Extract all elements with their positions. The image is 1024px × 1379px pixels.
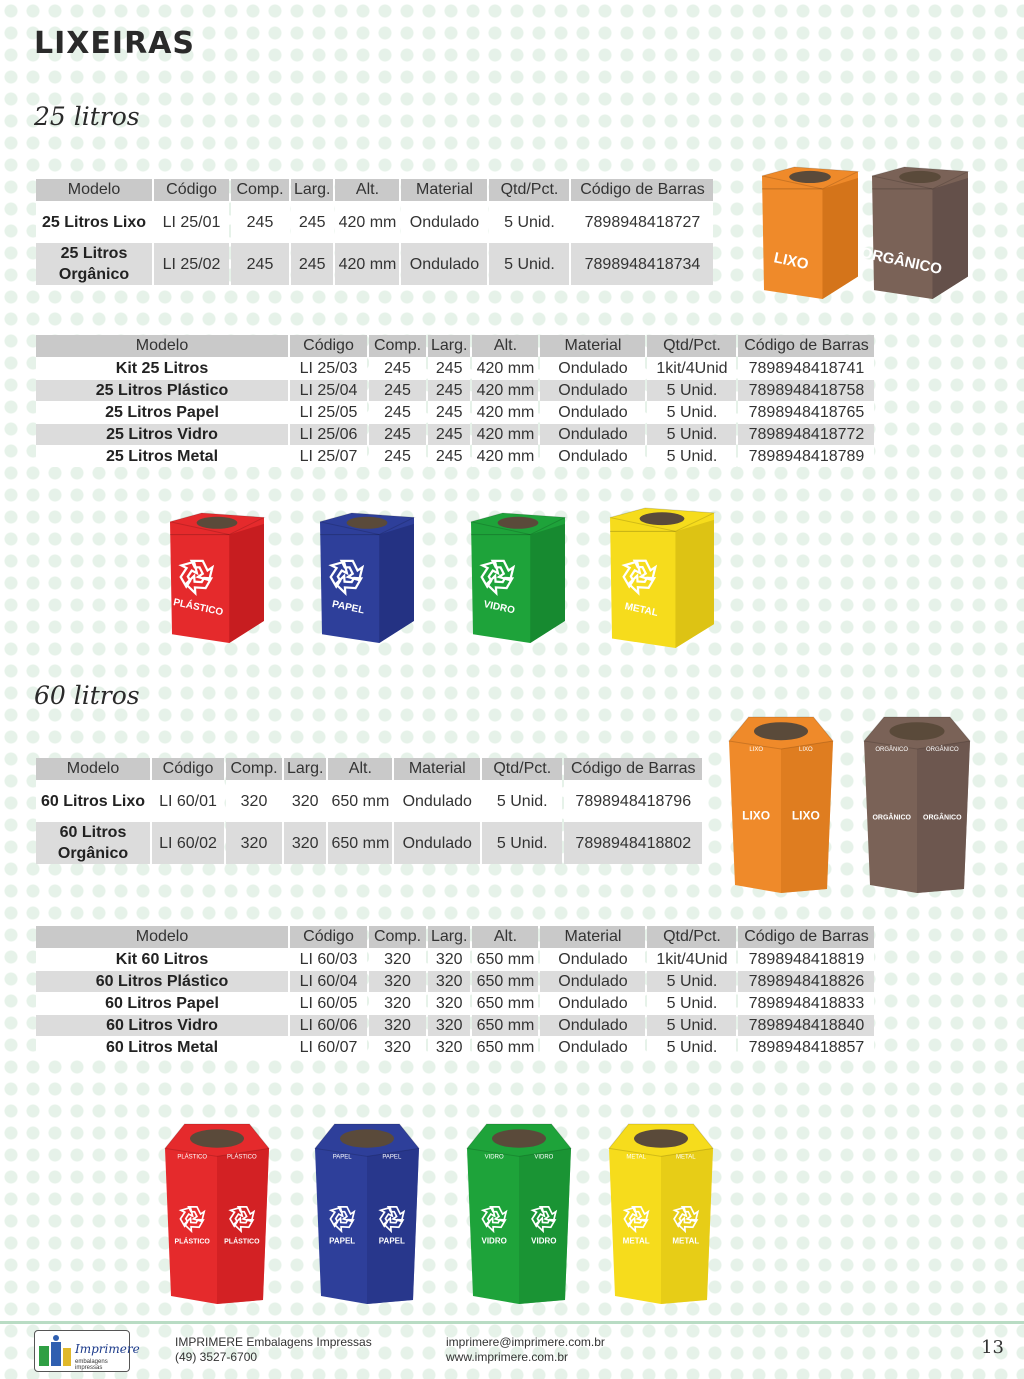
cell-modelo: 25 Litros Metal — [36, 445, 288, 467]
cell-barras: 7898948418727 — [571, 201, 713, 242]
table-header-row — [36, 179, 713, 201]
bin-papel-25-image — [316, 511, 418, 645]
cell-alt: 650 mm — [472, 970, 538, 992]
cell-alt: 420 mm — [472, 401, 538, 423]
svg-text:LIXO: LIXO — [791, 808, 820, 823]
cell-larg: 245 — [291, 201, 333, 242]
cell-comp: 320 — [369, 1014, 426, 1036]
cell-material: Ondulado — [540, 357, 645, 379]
cell-alt: 650 mm — [472, 948, 538, 970]
table-row — [36, 1036, 874, 1058]
svg-text:PLÁSTICO: PLÁSTICO — [174, 1238, 210, 1246]
svg-text:PAPEL: PAPEL — [382, 1154, 402, 1161]
svg-text:PAPEL: PAPEL — [331, 598, 366, 617]
cell-comp: 320 — [226, 821, 282, 864]
svg-text:VIDRO: VIDRO — [534, 1154, 554, 1161]
cell-larg: 320 — [284, 780, 326, 821]
table-row — [36, 1014, 874, 1036]
table-row — [36, 992, 874, 1014]
svg-text:LIXO: LIXO — [772, 249, 811, 274]
cell-barras: 7898948418826 — [738, 970, 874, 992]
svg-text:METAL: METAL — [623, 601, 659, 619]
cell-modelo: 60 Litros Metal — [36, 1036, 288, 1058]
spec-table-25-kit — [34, 335, 876, 467]
cell-codigo: LI 60/01 — [152, 780, 224, 821]
cell-modelo: 25 Litros Orgânico — [36, 242, 152, 285]
cell-alt: 650 mm — [328, 821, 392, 864]
col-qtd: Qtd/Pct. — [489, 179, 569, 201]
col-barras: Código de Barras — [738, 335, 874, 357]
cell-qtd: 5 Unid. — [647, 379, 736, 401]
svg-text:PLÁSTICO: PLÁSTICO — [226, 1154, 257, 1161]
col-comp: Comp. — [369, 335, 426, 357]
cell-modelo: 60 Litros Plástico — [36, 970, 288, 992]
table-header-row — [36, 335, 874, 357]
footer-website[interactable]: www.imprimere.com.br — [446, 1350, 569, 1364]
svg-text:ORGÂNICO: ORGÂNICO — [875, 747, 909, 753]
table-header-row — [36, 758, 702, 780]
cell-codigo: LI 25/07 — [290, 445, 367, 467]
cell-modelo: 60 Litros Lixo — [36, 780, 150, 821]
cell-alt: 420 mm — [335, 242, 399, 285]
cell-comp: 245 — [369, 357, 426, 379]
table-row — [36, 780, 702, 821]
col-qtd: Qtd/Pct. — [647, 926, 736, 948]
bin-metal-60-image — [607, 1122, 715, 1306]
footer-contact-block — [446, 1335, 605, 1365]
cell-alt: 650 mm — [472, 992, 538, 1014]
cell-material: Ondulado — [540, 948, 645, 970]
cell-codigo: LI 25/02 — [154, 242, 229, 285]
svg-text:ORGÂNICO: ORGÂNICO — [859, 244, 944, 279]
table-row — [36, 821, 702, 864]
cell-alt: 420 mm — [472, 379, 538, 401]
cell-larg: 320 — [428, 1014, 470, 1036]
cell-comp: 320 — [369, 1036, 426, 1058]
table-row — [36, 401, 874, 423]
cell-modelo: 25 Litros Plástico — [36, 379, 288, 401]
cell-codigo: LI 60/05 — [290, 992, 367, 1014]
col-codigo: Código — [290, 926, 367, 948]
cell-qtd: 1kit/4Unid — [647, 948, 736, 970]
col-barras: Código de Barras — [571, 179, 713, 201]
cell-barras: 7898948418758 — [738, 379, 874, 401]
cell-qtd: 5 Unid. — [647, 401, 736, 423]
col-alt: Alt. — [328, 758, 392, 780]
cell-barras: 7898948418765 — [738, 401, 874, 423]
spec-table-25-lixo-organico — [34, 179, 715, 285]
svg-text:PLÁSTICO: PLÁSTICO — [224, 1238, 260, 1246]
spec-table-60-lixo-organico — [34, 758, 704, 864]
cell-qtd: 5 Unid. — [489, 242, 569, 285]
col-comp: Comp. — [231, 179, 289, 201]
cell-modelo: 25 Litros Papel — [36, 401, 288, 423]
bin-vidro-60-image — [465, 1122, 573, 1306]
col-material: Material — [540, 926, 645, 948]
col-larg: Larg. — [428, 335, 470, 357]
cell-modelo: 60 Litros Orgânico — [36, 821, 150, 864]
cell-material: Ondulado — [540, 970, 645, 992]
cell-material: Ondulado — [540, 401, 645, 423]
cell-codigo: LI 60/06 — [290, 1014, 367, 1036]
spec-table-60-kit — [34, 926, 876, 1058]
col-alt: Alt. — [335, 179, 399, 201]
bin-organico-60-image — [862, 715, 972, 895]
cell-barras: 7898948418833 — [738, 992, 874, 1014]
col-larg: Larg. — [291, 179, 333, 201]
bin-metal-25-image — [606, 506, 718, 650]
cell-barras: 7898948418796 — [564, 780, 702, 821]
col-comp: Comp. — [369, 926, 426, 948]
cell-codigo: LI 25/05 — [290, 401, 367, 423]
cell-material: Ondulado — [394, 821, 480, 864]
cell-material: Ondulado — [540, 379, 645, 401]
svg-text:PAPEL: PAPEL — [332, 1154, 352, 1161]
cell-barras: 7898948418857 — [738, 1036, 874, 1058]
cell-larg: 245 — [428, 401, 470, 423]
cell-codigo: LI 60/03 — [290, 948, 367, 970]
footer-email[interactable]: imprimere@imprimere.com.br — [446, 1335, 605, 1349]
page-title: LIXEIRAS — [34, 26, 195, 61]
table-row — [36, 357, 874, 379]
col-barras: Código de Barras — [564, 758, 702, 780]
cell-larg: 320 — [428, 1036, 470, 1058]
col-codigo: Código — [152, 758, 224, 780]
cell-alt: 650 mm — [472, 1014, 538, 1036]
col-codigo: Código — [290, 335, 367, 357]
cell-qtd: 5 Unid. — [647, 445, 736, 467]
col-qtd: Qtd/Pct. — [482, 758, 562, 780]
cell-comp: 320 — [226, 780, 282, 821]
cell-modelo: 60 Litros Vidro — [36, 1014, 288, 1036]
cell-comp: 320 — [369, 948, 426, 970]
footer-company-block — [175, 1335, 372, 1365]
cell-barras: 7898948418802 — [564, 821, 702, 864]
svg-text:VIDRO: VIDRO — [482, 599, 516, 617]
cell-codigo: LI 60/07 — [290, 1036, 367, 1058]
cell-comp: 320 — [369, 970, 426, 992]
table-row — [36, 242, 713, 285]
section-title-25: 25 litros — [34, 102, 140, 131]
svg-text:VIDRO: VIDRO — [484, 1154, 504, 1161]
col-material: Material — [394, 758, 480, 780]
bin-vidro-25-image — [467, 511, 569, 645]
svg-text:METAL: METAL — [626, 1154, 646, 1161]
logo-name: Imprimere — [75, 1342, 140, 1356]
svg-text:PLÁSTICO: PLÁSTICO — [177, 1154, 208, 1161]
svg-text:ORGÂNICO: ORGÂNICO — [925, 747, 959, 753]
cell-qtd: 5 Unid. — [647, 970, 736, 992]
cell-material: Ondulado — [401, 201, 487, 242]
svg-text:VIDRO: VIDRO — [531, 1236, 557, 1246]
svg-text:PAPEL: PAPEL — [329, 1236, 356, 1246]
logo-mark-icon — [37, 1334, 73, 1370]
cell-codigo: LI 60/02 — [152, 821, 224, 864]
col-modelo: Modelo — [36, 926, 288, 948]
table-row — [36, 948, 874, 970]
col-alt: Alt. — [472, 335, 538, 357]
col-alt: Alt. — [472, 926, 538, 948]
svg-text:PAPEL: PAPEL — [378, 1236, 405, 1246]
cell-comp: 245 — [369, 379, 426, 401]
cell-larg: 245 — [428, 445, 470, 467]
cell-alt: 420 mm — [472, 357, 538, 379]
col-larg: Larg. — [428, 926, 470, 948]
cell-larg: 320 — [284, 821, 326, 864]
cell-larg: 245 — [428, 379, 470, 401]
cell-barras: 7898948418789 — [738, 445, 874, 467]
cell-alt: 650 mm — [328, 780, 392, 821]
cell-larg: 245 — [428, 423, 470, 445]
cell-barras: 7898948418772 — [738, 423, 874, 445]
svg-text:METAL: METAL — [676, 1154, 696, 1161]
cell-codigo: LI 25/03 — [290, 357, 367, 379]
cell-material: Ondulado — [540, 1036, 645, 1058]
svg-text:METAL: METAL — [622, 1236, 650, 1246]
cell-larg: 245 — [291, 242, 333, 285]
cell-modelo: 60 Litros Papel — [36, 992, 288, 1014]
cell-qtd: 1kit/4Unid — [647, 357, 736, 379]
cell-alt: 420 mm — [472, 445, 538, 467]
cell-qtd: 5 Unid. — [647, 992, 736, 1014]
svg-text:VIDRO: VIDRO — [481, 1236, 507, 1246]
cell-modelo: Kit 25 Litros — [36, 357, 288, 379]
col-larg: Larg. — [284, 758, 326, 780]
cell-comp: 245 — [369, 445, 426, 467]
cell-barras: 7898948418734 — [571, 242, 713, 285]
cell-larg: 245 — [428, 357, 470, 379]
col-modelo: Modelo — [36, 179, 152, 201]
footer-company: IMPRIMERE Embalagens Impressas — [175, 1335, 372, 1349]
col-comp: Comp. — [226, 758, 282, 780]
cell-larg: 320 — [428, 970, 470, 992]
cell-codigo: LI 25/04 — [290, 379, 367, 401]
cell-alt: 420 mm — [335, 201, 399, 242]
cell-qtd: 5 Unid. — [482, 821, 562, 864]
cell-material: Ondulado — [401, 242, 487, 285]
col-codigo: Código — [154, 179, 229, 201]
svg-text:PLÁSTICO: PLÁSTICO — [172, 597, 225, 619]
bin-lixo-25-image — [758, 165, 862, 301]
cell-qtd: 5 Unid. — [489, 201, 569, 242]
bin-plastico-25-image — [166, 511, 268, 645]
cell-larg: 320 — [428, 948, 470, 970]
logo-subtitle: embalagens impressas — [75, 1359, 108, 1371]
svg-text:LIXO: LIXO — [749, 747, 764, 753]
cell-comp: 245 — [369, 401, 426, 423]
table-row — [36, 423, 874, 445]
cell-comp: 320 — [369, 992, 426, 1014]
cell-qtd: 5 Unid. — [647, 1036, 736, 1058]
cell-codigo: LI 60/04 — [290, 970, 367, 992]
cell-material: Ondulado — [540, 1014, 645, 1036]
cell-comp: 245 — [231, 201, 289, 242]
svg-text:LIXO: LIXO — [742, 808, 771, 823]
cell-material: Ondulado — [540, 423, 645, 445]
table-row — [36, 445, 874, 467]
bin-lixo-60-image — [727, 715, 835, 895]
cell-modelo: Kit 60 Litros — [36, 948, 288, 970]
cell-alt: 650 mm — [472, 1036, 538, 1058]
cell-modelo: 25 Litros Vidro — [36, 423, 288, 445]
table-row — [36, 379, 874, 401]
cell-qtd: 5 Unid. — [482, 780, 562, 821]
col-modelo: Modelo — [36, 335, 288, 357]
col-qtd: Qtd/Pct. — [647, 335, 736, 357]
col-modelo: Modelo — [36, 758, 150, 780]
footer-divider — [0, 1321, 1024, 1324]
cell-barras: 7898948418741 — [738, 357, 874, 379]
cell-alt: 420 mm — [472, 423, 538, 445]
cell-larg: 320 — [428, 992, 470, 1014]
cell-codigo: LI 25/06 — [290, 423, 367, 445]
table-row — [36, 970, 874, 992]
col-material: Material — [540, 335, 645, 357]
cell-material: Ondulado — [540, 992, 645, 1014]
cell-qtd: 5 Unid. — [647, 423, 736, 445]
svg-text:METAL: METAL — [672, 1236, 700, 1246]
company-logo — [34, 1330, 140, 1372]
col-material: Material — [401, 179, 487, 201]
svg-text:ORGÂNICO: ORGÂNICO — [872, 814, 911, 822]
table-header-row — [36, 926, 874, 948]
cell-material: Ondulado — [540, 445, 645, 467]
cell-comp: 245 — [369, 423, 426, 445]
bin-organico-25-image — [859, 165, 972, 301]
cell-modelo: 25 Litros Lixo — [36, 201, 152, 242]
cell-material: Ondulado — [394, 780, 480, 821]
bin-plastico-60-image — [163, 1122, 271, 1306]
cell-codigo: LI 25/01 — [154, 201, 229, 242]
col-barras: Código de Barras — [738, 926, 874, 948]
footer-phone: (49) 3527-6700 — [175, 1350, 258, 1364]
svg-text:LIXO: LIXO — [798, 747, 813, 753]
page-number: 13 — [981, 1337, 1004, 1358]
cell-qtd: 5 Unid. — [647, 1014, 736, 1036]
table-row — [36, 201, 713, 242]
section-title-60: 60 litros — [34, 681, 140, 710]
cell-barras: 7898948418840 — [738, 1014, 874, 1036]
cell-comp: 245 — [231, 242, 289, 285]
svg-text:ORGÂNICO: ORGÂNICO — [923, 814, 962, 822]
cell-barras: 7898948418819 — [738, 948, 874, 970]
bin-papel-60-image — [313, 1122, 421, 1306]
